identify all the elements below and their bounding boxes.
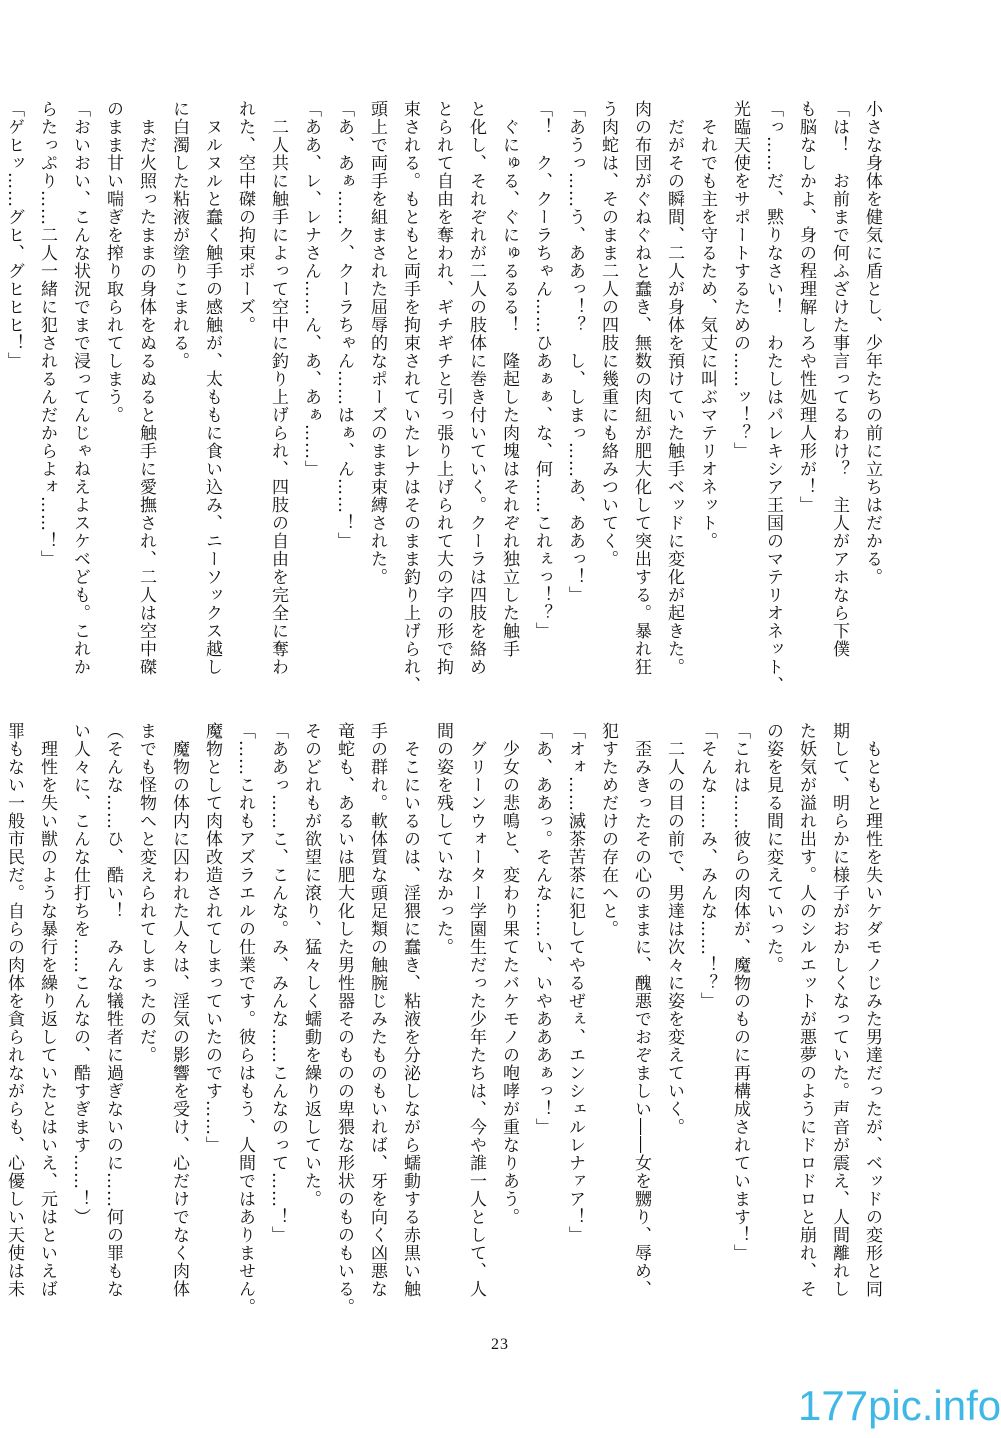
text-line: 「……これもアズラエルの仕業です。彼らはもう、人間ではありません。 (235, 722, 255, 1316)
text-line: ぐにゅる、ぐにゅるるる！ 隆起した肉塊はそれぞれ独立した触手 (499, 100, 519, 658)
text-line: 「これは……彼らの肉体が、魔物のものに再構成されています！」 (730, 722, 750, 1262)
text-line: も脳なしかよ、身の程理解しろや性処理人形が！」 (796, 100, 816, 514)
text-line: に白濁した粘液が塗りこまれる。 (169, 100, 189, 370)
text-line: れた、空中磔の拘束ポーズ。 (235, 100, 255, 334)
page-number: 23 (491, 1336, 509, 1353)
text-line: 手の群れ。軟体質な頭足類の触腕じみたものもいれば、牙を向く凶悪な (367, 722, 387, 1298)
text-line: 期して、明らかに様子がおかしくなっていた。声音が震え、人間離れし (829, 722, 849, 1298)
text-block-bottom (4, 722, 888, 1316)
text-line: 少女の悲鳴と、変わり果てたバケモノの咆哮が重なりあう。 (499, 722, 519, 1226)
text-line: もともと理性を失いケダモノじみた男達だったが、ベッドの変形と同 (862, 722, 882, 1298)
text-line: 「ああ、レ、レナさん……ん、あ、あぁ……」 (301, 100, 321, 478)
text-line: 魔物として肉体改造されてしまっていたのです……」 (202, 722, 222, 1154)
text-line: 「あうっ……う、ああっ！？ し、しまっ……あ、ああっ！」 (565, 100, 585, 604)
text-line: らたっぷり……二人一緒に犯されるんだからよォ……！」 (37, 100, 57, 568)
text-line: い人々に、こんな仕打ちを……こんなの、酷すぎます……！） (70, 722, 90, 1226)
text-line: 歪みきったその心のままに、醜悪でおぞましい――女を嬲り、辱め、 (631, 722, 651, 1298)
text-line: た妖気が溢れ出す。人のシルエットが悪夢のようにドロドロと崩れ、そ (796, 722, 816, 1298)
text-line: う肉蛇は、そのまま二人の四肢に幾重にも絡みついてく。 (598, 100, 618, 568)
text-line: と化し、それぞれが二人の肢体に巻き付いていく。クーラは四肢を絡め (466, 100, 486, 676)
text-line: 「！ ク、クーラちゃん……ひあぁぁ、な、何……これぇっ！？」 (532, 100, 552, 640)
text-line: だがその瞬間、二人が身体を預けていた触手ベッドに変化が起きた。 (664, 100, 684, 676)
text-line: 魔物の体内に囚われた人々は、淫気の影響を受け、心だけでなく肉体 (169, 722, 189, 1298)
text-line: まだ火照ったままの身体をぬるぬると触手に愛撫され、二人は空中磔 (136, 100, 156, 676)
text-line: グリーンウォーター学園生だった少年たちは、今や誰一人として、人 (466, 722, 486, 1298)
text-line: のまま甘い喘ぎを搾り取られてしまう。 (103, 100, 123, 424)
watermark: 177pic.info (798, 1382, 1001, 1429)
text-line: 束される。もともと両手を拘束されていたレナはそのまま釣り上げられ、 (400, 100, 420, 694)
text-line: 罪もない一般市民だ。自らの肉体を貪られながらも、心優しい天使は未 (4, 722, 24, 1298)
text-line: 小さな身体を健気に盾とし、少年たちの前に立ちはだかる。 (862, 100, 882, 586)
text-line: そこにいるのは、淫猥に蠢き、粘液を分泌しながら蠕動する赤黒い触 (400, 722, 420, 1298)
text-line: 「は！ お前まで何ふざけた事言ってるわけ？ 主人がアホなら下僕 (829, 100, 849, 658)
text-line: 二人共に触手によって空中に釣り上げられ、四肢の自由を完全に奪わ (268, 100, 288, 676)
text-line: 肉の布団がぐねぐねと蠢き、無数の肉紐が肥大化して突出する。暴れ狂 (631, 100, 651, 676)
text-line: それでも主を守るため、気丈に叫ぶマテリオネット。 (697, 100, 717, 550)
text-line: 理性を失い獣のような暴行を繰り返していたとはいえ、元はといえば (37, 722, 57, 1298)
text-line: 竜蛇も、あるいは肥大化した男性器そのものの卑猥な形状のものもいる。 (334, 722, 354, 1316)
text-line: ヌルヌルと蠢く触手の感触が、太ももに食い込み、ニーソックス越し (202, 100, 222, 676)
text-line: そのどれもが欲望に滾り、猛々しく蠕動を繰り返していた。 (301, 722, 321, 1208)
text-line: までも怪物へと変えられてしまったのだ。 (136, 722, 156, 1064)
text-line: の姿を見る間に変えていった。 (763, 722, 783, 974)
text-line: 「あ、あぁ……ク、クーラちゃん……はぁ、ん……！」 (334, 100, 354, 550)
text-line: 間の姿を残していなかった。 (433, 722, 453, 956)
text-line: とられて自由を奪われ、ギチギチと引っ張り上げられて大の字の形で拘 (433, 100, 453, 676)
text-line: 「っ……だ、黙りなさい！ わたしはパレキシア王国のマテリオネット、 (763, 100, 783, 694)
text-line: 「ゲヒッ……グヒ、グヒヒヒ！」 (4, 100, 24, 370)
text-line: 二人の目の前で、男達は次々に姿を変えていく。 (664, 722, 684, 1136)
text-line: 光臨天使をサポートするための……ッ！？」 (730, 100, 750, 460)
text-line: 「そんな……み、みんな……！？」 (697, 722, 717, 1010)
text-line: 「ああっ……こ、こんな。み、みんな……こんなのって……！」 (268, 722, 288, 1244)
text-line: 「おいおい、こんな状況でまで浸ってんじゃねえよスケベども。これか (70, 100, 90, 676)
text-line: 犯すためだけの存在へと。 (598, 722, 618, 938)
text-line: 「オォ……滅茶苦茶に犯してやるぜぇ、エンシェルレナァア！」 (565, 722, 585, 1244)
text-line: （そんな……ひ、酷い！ みんな犠牲者に過ぎないのに……何の罪もな (103, 722, 123, 1298)
text-line: 「あ、ああっ。そんな……い、いやあああぁっ！」 (532, 722, 552, 1136)
text-block-top (4, 100, 888, 694)
text-line: 頭上で両手を組まされた屈辱的なポーズのまま束縛された。 (367, 100, 387, 586)
